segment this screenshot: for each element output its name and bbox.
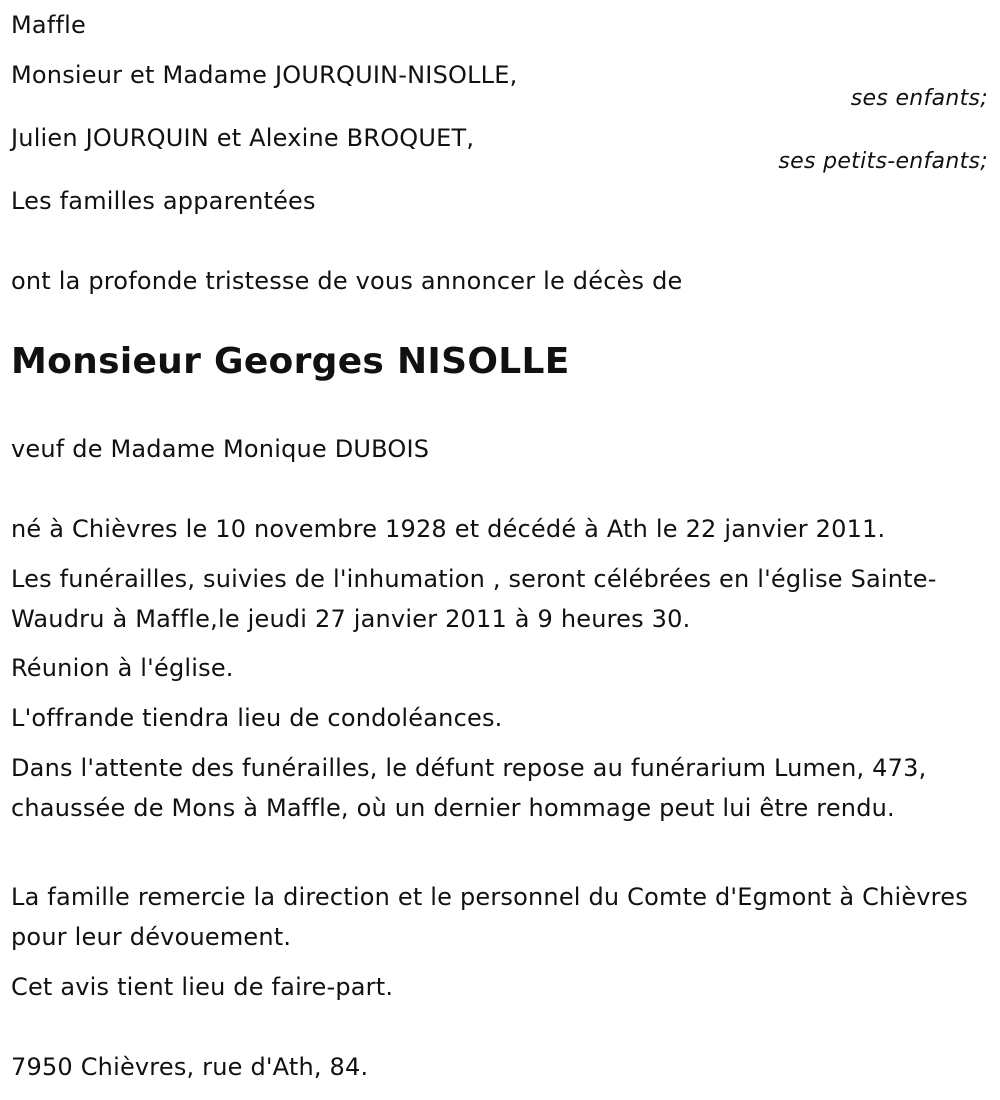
widower-line: veuf de Madame Monique DUBOIS bbox=[11, 435, 430, 463]
deceased-name: Monsieur Georges NISOLLE bbox=[11, 341, 570, 382]
children-names: Monsieur et Madame JOURQUIN-NISOLLE, bbox=[11, 61, 518, 89]
relatives-line: Les familles apparentées bbox=[11, 187, 316, 215]
children-label: ses enfants; bbox=[850, 86, 988, 111]
family-town: Maffle bbox=[11, 11, 86, 39]
announcement-text: ont la profonde tristesse de vous annoncer le décès de bbox=[11, 267, 683, 295]
address-line: 7950 Chièvres, rue d'Ath, 84. bbox=[11, 1053, 369, 1081]
meeting-line: Réunion à l'église. bbox=[11, 654, 234, 682]
grandchildren-names: Julien JOURQUIN et Alexine BROQUET, bbox=[11, 124, 475, 152]
faire-part-line: Cet avis tient lieu de faire-part. bbox=[11, 973, 394, 1001]
birth-death-line: né à Chièvres le 10 novembre 1928 et décédé à Ath le 22 janvier 2011. bbox=[11, 515, 886, 543]
funeral-paragraph: Les funérailles, suivies de l'inhumation , seront célébrées en l'église Sainte-Waudru à Maffle,le jeudi 27 janvier 2011 à 9 heures 30. bbox=[11, 565, 937, 633]
offering-line: L'offrande tiendra lieu de condoléances. bbox=[11, 704, 503, 732]
grandchildren-label: ses petits-enfants; bbox=[778, 149, 988, 174]
funeral-home-paragraph: Dans l'attente des funérailles, le défunt repose au funérarium Lumen, 473, chaussée de Mons à Maffle, où un dernier hommage peut lui être rendu. bbox=[11, 754, 927, 822]
thanks-paragraph: La famille remercie la direction et le personnel du Comte d'Egmont à Chièvres pour leur dévouement. bbox=[11, 883, 968, 951]
